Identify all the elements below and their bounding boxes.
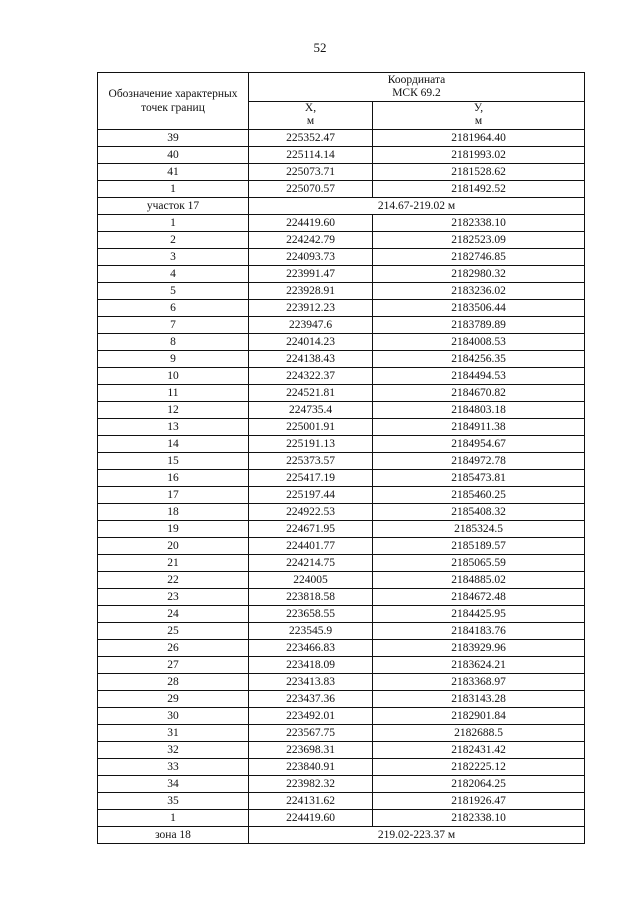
point-label: 30	[98, 708, 249, 725]
y-coordinate: 2182901.84	[373, 708, 585, 725]
table-row	[98, 164, 585, 181]
point-label: 18	[98, 504, 249, 521]
table-row	[98, 334, 585, 351]
point-label: 35	[98, 793, 249, 810]
y-coordinate: 2182225.12	[373, 759, 585, 776]
y-coordinate: 2182338.10	[373, 215, 585, 232]
point-label: 31	[98, 725, 249, 742]
section-label: участок 17	[98, 198, 249, 215]
table-row	[98, 810, 585, 827]
y-coordinate: 2185189.57	[373, 538, 585, 555]
x-coordinate: 225191.13	[249, 436, 373, 453]
table-row	[98, 283, 585, 300]
x-coordinate: 225373.57	[249, 453, 373, 470]
y-coordinate: 2185460.25	[373, 487, 585, 504]
point-label: 17	[98, 487, 249, 504]
point-label: 29	[98, 691, 249, 708]
point-label: 21	[98, 555, 249, 572]
point-label: 1	[98, 215, 249, 232]
point-label: 3	[98, 249, 249, 266]
y-coordinate: 2183929.96	[373, 640, 585, 657]
header-coordinate	[249, 73, 585, 102]
x-coordinate: 225352.47	[249, 130, 373, 147]
table-row	[98, 623, 585, 640]
y-coordinate: 2182746.85	[373, 249, 585, 266]
table-row	[98, 351, 585, 368]
header-coordinate-system: МСК 69.2	[392, 86, 441, 99]
y-coordinate: 2183506.44	[373, 300, 585, 317]
y-coordinate: 2185324.5	[373, 521, 585, 538]
y-coordinate: 2182688.5	[373, 725, 585, 742]
header-y-unit: м	[474, 115, 483, 128]
table-row	[98, 759, 585, 776]
y-coordinate: 2182064.25	[373, 776, 585, 793]
point-label: 25	[98, 623, 249, 640]
table-row	[98, 657, 585, 674]
point-label: 13	[98, 419, 249, 436]
table-row	[98, 232, 585, 249]
point-label: 12	[98, 402, 249, 419]
y-coordinate: 2183143.28	[373, 691, 585, 708]
y-coordinate: 2185065.59	[373, 555, 585, 572]
table-row	[98, 742, 585, 759]
x-coordinate: 223698.31	[249, 742, 373, 759]
point-label: 27	[98, 657, 249, 674]
x-coordinate: 224138.43	[249, 351, 373, 368]
table-row	[98, 130, 585, 147]
table-row	[98, 640, 585, 657]
x-coordinate: 223545.9	[249, 623, 373, 640]
point-label: 2	[98, 232, 249, 249]
point-label: 11	[98, 385, 249, 402]
x-coordinate: 224131.62	[249, 793, 373, 810]
x-coordinate: 223912.23	[249, 300, 373, 317]
table-row	[98, 470, 585, 487]
x-coordinate: 223567.75	[249, 725, 373, 742]
x-coordinate: 224014.23	[249, 334, 373, 351]
table-row	[98, 249, 585, 266]
x-coordinate: 225114.14	[249, 147, 373, 164]
section-row	[98, 827, 585, 844]
y-coordinate: 2182523.09	[373, 232, 585, 249]
table-row	[98, 402, 585, 419]
x-coordinate: 224922.53	[249, 504, 373, 521]
page-number: 52	[313, 40, 327, 55]
table-row	[98, 368, 585, 385]
point-label: 26	[98, 640, 249, 657]
table-row	[98, 317, 585, 334]
table-row	[98, 300, 585, 317]
y-coordinate: 2184670.82	[373, 385, 585, 402]
point-label: 22	[98, 572, 249, 589]
header-point-designation-line1: Обозначение характерных	[108, 88, 238, 100]
x-coordinate: 225001.91	[249, 419, 373, 436]
table-row	[98, 215, 585, 232]
x-coordinate: 224005	[249, 572, 373, 589]
x-coordinate: 224322.37	[249, 368, 373, 385]
point-label: 28	[98, 674, 249, 691]
table-row	[98, 504, 585, 521]
point-label: 4	[98, 266, 249, 283]
point-label: 34	[98, 776, 249, 793]
x-coordinate: 223840.91	[249, 759, 373, 776]
table-row	[98, 776, 585, 793]
table-row	[98, 691, 585, 708]
point-label: 5	[98, 283, 249, 300]
x-coordinate: 223982.32	[249, 776, 373, 793]
point-label: 23	[98, 589, 249, 606]
y-coordinate: 2184954.67	[373, 436, 585, 453]
table-row	[98, 181, 585, 198]
y-coordinate: 2185408.32	[373, 504, 585, 521]
table-row	[98, 521, 585, 538]
coordinates-body	[98, 130, 585, 844]
point-label: 1	[98, 181, 249, 198]
y-coordinate: 2184672.48	[373, 589, 585, 606]
y-coordinate: 2181492.52	[373, 181, 585, 198]
x-coordinate: 223437.36	[249, 691, 373, 708]
y-coordinate: 2182431.42	[373, 742, 585, 759]
header-coordinate-line1: Координата	[387, 73, 446, 86]
point-label: 41	[98, 164, 249, 181]
header-x-unit: м	[306, 115, 315, 128]
table-row	[98, 266, 585, 283]
point-label: 15	[98, 453, 249, 470]
table-row	[98, 589, 585, 606]
y-coordinate: 2183368.97	[373, 674, 585, 691]
x-coordinate: 224419.60	[249, 810, 373, 827]
y-coordinate: 2183789.89	[373, 317, 585, 334]
y-coordinate: 2184803.18	[373, 402, 585, 419]
header-x-label: X,	[304, 102, 317, 115]
point-label: 10	[98, 368, 249, 385]
y-coordinate: 2184972.78	[373, 453, 585, 470]
x-coordinate: 225070.57	[249, 181, 373, 198]
point-label: 9	[98, 351, 249, 368]
y-coordinate: 2182338.10	[373, 810, 585, 827]
x-coordinate: 225197.44	[249, 487, 373, 504]
x-coordinate: 223413.83	[249, 674, 373, 691]
x-coordinate: 223928.91	[249, 283, 373, 300]
y-coordinate: 2183236.02	[373, 283, 585, 300]
table-row	[98, 793, 585, 810]
x-coordinate: 223818.58	[249, 589, 373, 606]
y-coordinate: 2181926.47	[373, 793, 585, 810]
y-coordinate: 2184183.76	[373, 623, 585, 640]
x-coordinate: 223947.6	[249, 317, 373, 334]
x-coordinate: 224671.95	[249, 521, 373, 538]
point-label: 33	[98, 759, 249, 776]
table-row	[98, 708, 585, 725]
point-label: 6	[98, 300, 249, 317]
table-row	[98, 674, 585, 691]
point-label: 16	[98, 470, 249, 487]
point-label: 8	[98, 334, 249, 351]
point-label: 7	[98, 317, 249, 334]
y-coordinate: 2184494.53	[373, 368, 585, 385]
table-row	[98, 538, 585, 555]
x-coordinate: 224401.77	[249, 538, 373, 555]
x-coordinate: 223658.55	[249, 606, 373, 623]
point-label: 39	[98, 130, 249, 147]
table-row	[98, 453, 585, 470]
point-label: 14	[98, 436, 249, 453]
y-coordinate: 2181993.02	[373, 147, 585, 164]
section-row	[98, 198, 585, 215]
section-span: 214.67-219.02 м	[249, 198, 585, 215]
y-coordinate: 2184008.53	[373, 334, 585, 351]
table-row	[98, 385, 585, 402]
table-row	[98, 606, 585, 623]
y-coordinate: 2184885.02	[373, 572, 585, 589]
table-row	[98, 555, 585, 572]
x-coordinate: 225073.71	[249, 164, 373, 181]
y-coordinate: 2185473.81	[373, 470, 585, 487]
table-row	[98, 147, 585, 164]
x-coordinate: 224419.60	[249, 215, 373, 232]
x-coordinate: 225417.19	[249, 470, 373, 487]
header-point-designation-line2: точек границ	[141, 102, 205, 114]
table-row	[98, 572, 585, 589]
point-label: 40	[98, 147, 249, 164]
y-coordinate: 2184911.38	[373, 419, 585, 436]
point-label: 24	[98, 606, 249, 623]
x-coordinate: 224214.75	[249, 555, 373, 572]
y-coordinate: 2182980.32	[373, 266, 585, 283]
x-coordinate: 223991.47	[249, 266, 373, 283]
y-coordinate: 2183624.21	[373, 657, 585, 674]
point-label: 20	[98, 538, 249, 555]
x-coordinate: 224521.81	[249, 385, 373, 402]
x-coordinate: 224735.4	[249, 402, 373, 419]
header-y-label: У,	[473, 102, 484, 115]
table-row	[98, 487, 585, 504]
y-coordinate: 2181964.40	[373, 130, 585, 147]
table-row	[98, 436, 585, 453]
header-point-designation	[98, 73, 249, 130]
header-y	[373, 101, 585, 130]
point-label: 19	[98, 521, 249, 538]
y-coordinate: 2181528.62	[373, 164, 585, 181]
point-label: 1	[98, 810, 249, 827]
table-row	[98, 419, 585, 436]
table-row	[98, 725, 585, 742]
y-coordinate: 2184425.95	[373, 606, 585, 623]
y-coordinate: 2184256.35	[373, 351, 585, 368]
x-coordinate: 223418.09	[249, 657, 373, 674]
section-span: 219.02-223.37 м	[249, 827, 585, 844]
coordinates-table	[97, 72, 585, 844]
x-coordinate: 224093.73	[249, 249, 373, 266]
section-label: зона 18	[98, 827, 249, 844]
x-coordinate: 224242.79	[249, 232, 373, 249]
x-coordinate: 223492.01	[249, 708, 373, 725]
x-coordinate: 223466.83	[249, 640, 373, 657]
point-label: 32	[98, 742, 249, 759]
header-x	[249, 101, 373, 130]
